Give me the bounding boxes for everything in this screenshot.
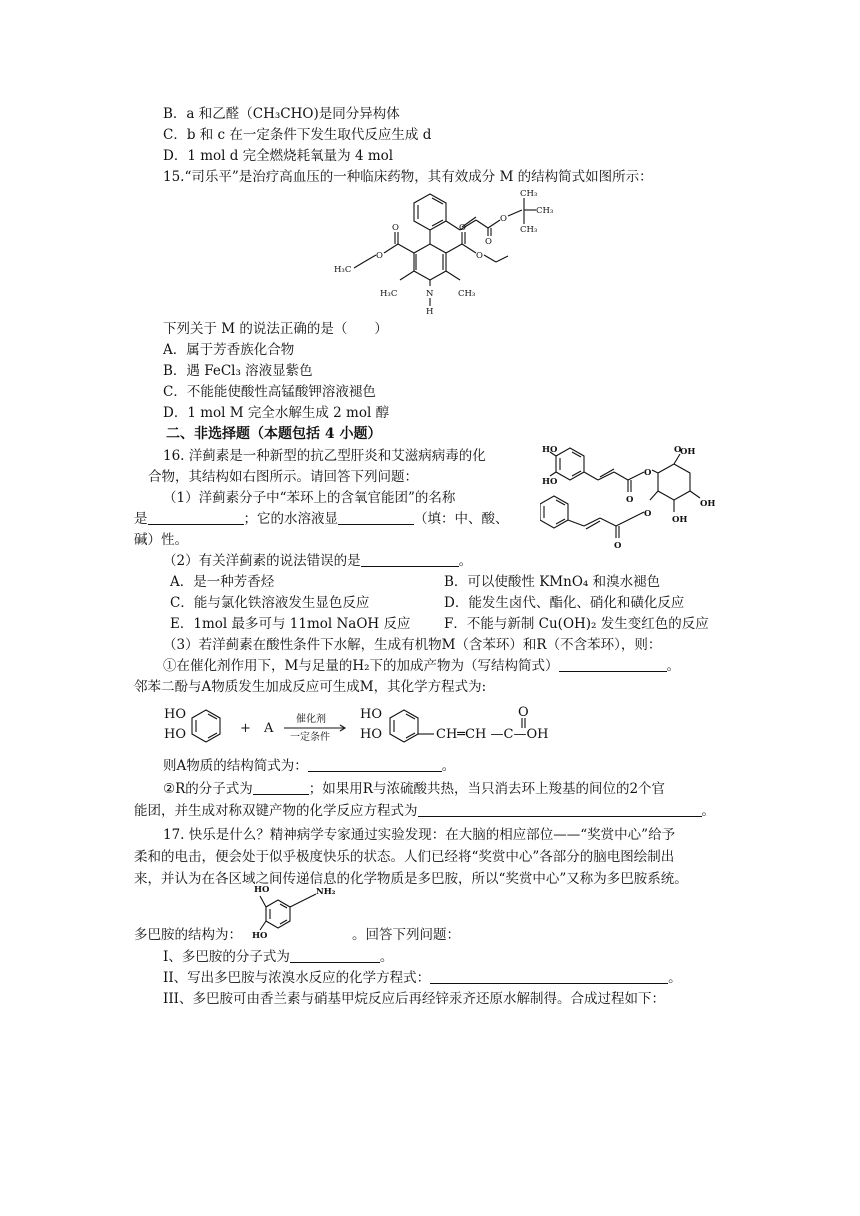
q16-part2-line	[163, 552, 472, 570]
q16-a-structure-blank[interactable]	[308, 757, 442, 772]
q17-i-line	[163, 948, 393, 966]
q16-r-formula-blank[interactable]	[253, 780, 309, 795]
q15-left-ester-o: O	[376, 251, 383, 261]
q14-option-b: B．a 和乙醛（CH₃CHO)是同分异构体	[163, 106, 400, 122]
q16-part4-pre: ②R的分子式为	[163, 781, 253, 797]
q16-part4-line2	[134, 802, 715, 820]
q15-ch3-ring: CH₃	[458, 289, 476, 299]
q16-part3-i-text: ①在催化剂作用下，M与足量的H₂下的加成产物为（写结构简式）	[163, 658, 559, 674]
q17-ho-1: HO	[254, 885, 270, 895]
q16-part2-text: （2）有关洋蓟素的说法错误的是	[163, 553, 361, 569]
q16-rxn-plus: +	[240, 721, 251, 736]
q16-part4-post: ；如果用R与浓硫酸共热，当只消去环上羧基的间位的2个官	[308, 781, 666, 797]
q16-option-a: A．是一种芳香烃	[170, 574, 275, 590]
q16-part3-i-line	[163, 657, 680, 675]
q16-cooh-oh: OH	[680, 447, 696, 457]
q16-part3-i-end: 。	[666, 658, 681, 674]
q15-carbonyl-oxygen: O	[485, 237, 492, 247]
q17-ii-line	[163, 969, 682, 987]
q16-part1-answer-line	[134, 510, 509, 528]
q16-part4-line2-end: 。	[701, 803, 715, 819]
q16-line2: 合物，其结构如右图所示。请回答下列问题：	[148, 469, 418, 485]
q17-line4	[134, 926, 460, 944]
q17-ho-2: HO	[252, 931, 268, 941]
q17-i-end: 。	[379, 949, 394, 965]
q15-ch3-top: CH₃	[520, 189, 538, 199]
q16-part2-blank[interactable]	[361, 552, 459, 567]
q15-option-a: A．属于芳香族化合物	[163, 342, 295, 358]
q17-line1: 17. 快乐是什么？精神病学专家通过实验发现：在大脑的相应部位——“奖赏中心”给予	[163, 827, 676, 843]
q16-part4-line2-text: 能团，并生成对称双键产物的化学反应方程式为	[134, 803, 418, 819]
q15-question: 下列关于 M 的说法正确的是（ ）	[163, 321, 388, 337]
q16-group-name-blank[interactable]	[148, 510, 244, 525]
q17-ii-text: II、写出多巴胺与浓溴水反应的化学方程式：	[163, 970, 431, 986]
q15-left-ch3: H₃C	[334, 265, 352, 275]
q16-rxn-condition: 一定条件	[290, 732, 330, 743]
section-two-heading: 二、非选择题（本题包括 4 小题）	[166, 426, 382, 442]
q16-part3-iii-end: 。	[441, 758, 456, 774]
q16-rxn-ho-2: HO	[164, 727, 186, 742]
q16-cynarin-molecule	[540, 440, 740, 556]
q16-oh-2: OH	[672, 515, 688, 525]
q16-part3-line: （3）若洋蓟素在酸性条件下水解，生成有机物M（含苯环）和R（不含苯环），则：	[163, 637, 662, 653]
q16-ho-1: HO	[542, 445, 558, 455]
q16-rxn-ho-4: HO	[360, 727, 382, 742]
q16-hydrogenation-blank[interactable]	[559, 657, 667, 672]
q15-h3c-ring: H₃C	[380, 289, 398, 299]
q16-rxn-o: O	[518, 705, 529, 720]
q16-line1: 16. 洋蓟素是一种新型的抗乙型肝炎和艾滋病病毒的化	[163, 448, 486, 464]
q16-rxn-chain: CH═CH —C—OH	[436, 727, 549, 742]
q16-part1-end: 碱）性。	[134, 532, 188, 548]
q15-h-atom: H	[426, 307, 434, 317]
q16-oh-1: OH	[700, 499, 716, 509]
q16-option-e: E．1mol 最多可与 11mol NaOH 反应	[170, 616, 411, 632]
q16-part1-line: （1）洋蓟素分子中“苯环上的含氧官能团”的名称	[163, 490, 456, 506]
q15-n-atom: N	[426, 289, 434, 299]
q16-reaction-equation	[160, 700, 580, 756]
q17-nh2: NH₂	[316, 887, 336, 897]
q16-part1-mid: ；它的水溶液显	[243, 511, 338, 527]
q16-acidity-blank[interactable]	[338, 510, 414, 525]
q17-ii-end: 。	[668, 970, 682, 986]
q15-right-carbonyl-o: O	[459, 223, 466, 233]
q16-ester-o-1: O	[644, 468, 652, 478]
q16-part2-end: 。	[458, 553, 473, 569]
q15-option-c: C．不能能使酸性高锰酸钾溶液褪色	[163, 384, 376, 400]
q16-option-b: B．可以使酸性 KMnO₄ 和溴水褪色	[444, 574, 661, 590]
q16-part4-line	[163, 780, 665, 798]
q17-bromine-equation-blank[interactable]	[430, 969, 668, 984]
q14-option-d: D．1 mol d 完全燃烧耗氧量为 4 mol	[163, 148, 394, 164]
q15-ch3-bottom: CH₃	[520, 225, 538, 235]
q16-part1-post: （填：中、酸、	[414, 511, 509, 527]
q17-line4-pre: 多巴胺的结构为：	[134, 927, 242, 943]
q16-carbonyl-o-1: O	[626, 495, 634, 505]
q16-part3-ii-line: 邻苯二酚与A物质发生加成反应可生成M，其化学方程式为:	[134, 679, 487, 695]
q15-ch3-mid: CH₃	[536, 206, 554, 216]
q16-ho-2: HO	[542, 477, 558, 487]
q16-part3-iii-line	[163, 757, 455, 775]
q17-line4-post: 。回答下列问题：	[352, 927, 460, 943]
q16-rxn-ho-1: HO	[164, 707, 186, 722]
q15-molecule-m	[330, 186, 710, 324]
q17-line2: 柔和的电击，便会处于似乎极度快乐的状态。人们已经将“奖赏中心”各部分的脑电图绘制出	[134, 849, 675, 865]
q17-i-text: I、多巴胺的分子式为	[163, 949, 290, 965]
q16-rxn-catalyst: 催化剂	[296, 714, 326, 725]
q15-stem: 15.“司乐平”是治疗高血压的一种临床药物，其有效成分 M 的结构简式如图所示：	[163, 169, 653, 185]
q16-part1-pre: 是	[134, 511, 148, 527]
q16-rxn-ho-3: HO	[360, 707, 382, 722]
q16-option-c: C．能与氯化铁溶液发生显色反应	[170, 595, 370, 611]
q16-option-f: F．不能与新制 Cu(OH)₂ 发生变红色的反应	[444, 616, 709, 632]
q15-left-carbonyl-o: O	[392, 223, 399, 233]
q15-option-b: B．遇 FeCl₃ 溶液显紫色	[163, 363, 313, 379]
q16-cooh-o: O	[674, 445, 682, 455]
q17-formula-blank[interactable]	[290, 948, 380, 963]
q16-option-d: D．能发生卤代、酯化、硝化和磺化反应	[444, 595, 685, 611]
q16-rxn-a: A	[264, 721, 274, 736]
q17-line3: 来，并认为在各区域之间传递信息的化学物质是多巴胺，所以“奖赏中心”又称为多巴胺系统。	[134, 871, 688, 887]
q14-option-c: C．b 和 c 在一定条件下发生取代反应生成 d	[163, 127, 432, 143]
q16-elimination-equation-blank[interactable]	[418, 802, 702, 817]
q15-ester-oxygen: O	[500, 214, 507, 224]
q15-right-ester-o: O	[476, 251, 483, 261]
q16-carbonyl-o-2: O	[614, 541, 622, 551]
q16-part3-iii-text: 则A物质的结构简式为：	[163, 758, 308, 774]
q17-iii-line: III、多巴胺可由香兰素与硝基甲烷反应后再经锌汞齐还原水解制得。合成过程如下：	[163, 991, 665, 1007]
q16-ester-o-2: O	[644, 509, 652, 519]
q15-option-d: D．1 mol M 完全水解生成 2 mol 醇	[163, 405, 390, 421]
